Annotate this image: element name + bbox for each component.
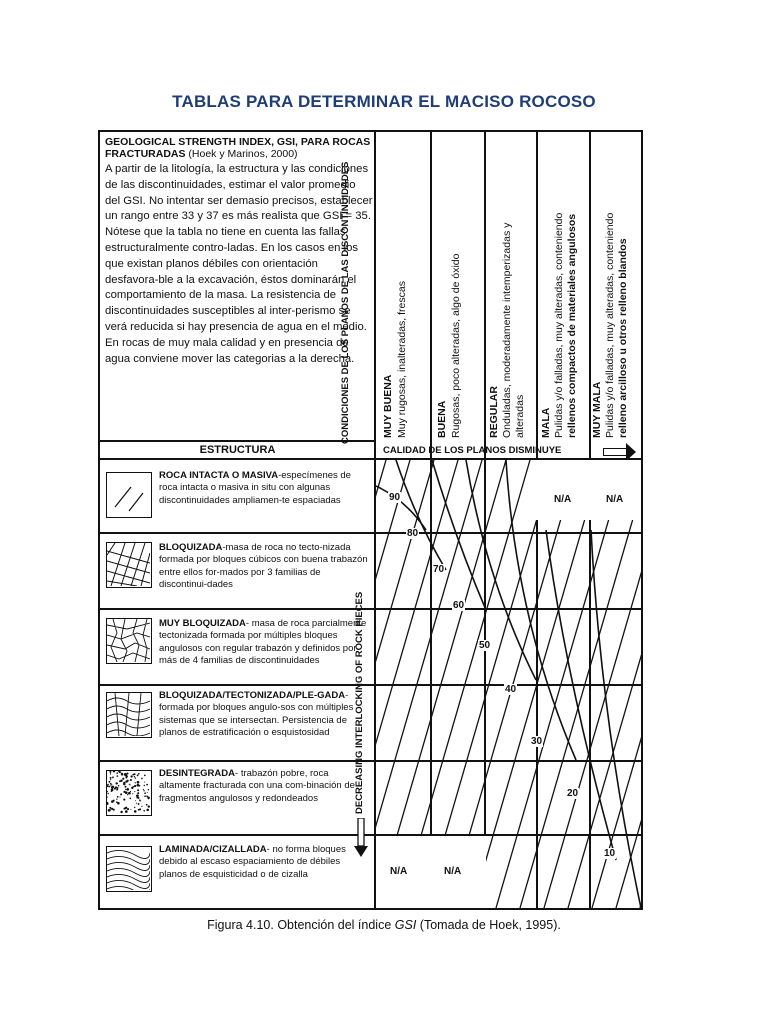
rock-fragment-dot xyxy=(134,791,135,792)
rock-fragment-dot xyxy=(112,776,114,778)
gsi-value-10: 10 xyxy=(604,848,616,859)
rock-fragment-dot xyxy=(129,798,131,800)
column-name: MALA xyxy=(540,407,552,438)
rock-fragment-dot xyxy=(138,773,140,775)
row-desc-laminada xyxy=(159,844,369,881)
row-text: -formada por bloques angulo-sos con múltiples sistemas que se intersectan. Persistencia de planos de estratificación o esquistosidad xyxy=(159,690,354,738)
row-text: -especímenes de roca intacta o masiva in situ con algunas discontinuidades ampliamen-te espaciadas xyxy=(159,470,351,506)
rock-fragment-dot xyxy=(125,780,127,782)
rock-fragment-dot xyxy=(116,789,118,791)
rock-fragment-dot xyxy=(111,800,114,803)
figure-caption xyxy=(0,918,768,932)
rock-fragment-dot xyxy=(148,805,150,807)
rock-fragment-dot xyxy=(143,790,144,791)
rock-fragment-dot xyxy=(110,777,112,779)
rock-fragment-dot xyxy=(134,785,136,787)
rock-fragment-dot xyxy=(132,793,133,794)
gsi-value-80: 80 xyxy=(407,528,419,539)
row-desc-roca-intacta xyxy=(159,470,369,507)
column-desc: alteradas xyxy=(514,394,526,438)
rock-fragment-dot xyxy=(147,792,148,793)
rock-fragment-dot xyxy=(116,772,118,774)
page-title: TABLAS PARA DETERMINAR EL MACISO ROCOSO xyxy=(172,92,596,111)
caption-suffix: (Tomada de Hoek, 1995). xyxy=(416,918,561,932)
column-header-regular xyxy=(488,132,536,438)
rock-fragment-dot xyxy=(144,775,146,777)
column-header-muy-mala xyxy=(593,132,641,438)
rock-fragment-dot xyxy=(126,807,127,808)
row-desc-desintegrada xyxy=(159,768,369,805)
rock-fragment-dot xyxy=(116,787,117,788)
row-name: DESINTEGRADA xyxy=(159,768,236,779)
rock-fragment-dot xyxy=(117,775,119,777)
rock-fragment-dot xyxy=(128,792,131,795)
na-label: N/A xyxy=(554,494,572,505)
rock-fragment-dot xyxy=(110,785,111,786)
row-name: MUY BLOQUIZADA xyxy=(159,618,246,629)
quality-label: CALIDAD DE LOS PLANOS DISMINUYE xyxy=(383,445,562,456)
column-desc: relleno arcilloso u otros relleno blandos xyxy=(617,238,629,438)
rock-fragment-dot xyxy=(123,808,125,810)
caption-prefix: Figura 4.10. Obtención del índice xyxy=(207,918,395,932)
row-text: - masa de roca parcialmente tectonizada formada por múltiples bloques angulosos con regular trabazón y definidos por más de 4 familias de discontinuidades xyxy=(159,618,367,666)
rock-fragment-dot xyxy=(120,772,121,773)
rock-fragment-dot xyxy=(119,780,121,782)
folded-rock-icon xyxy=(106,692,152,738)
hatch-line xyxy=(520,460,641,908)
rock-fragment-dot xyxy=(137,784,138,785)
rock-fragment-dot xyxy=(134,807,135,808)
estructura-label: ESTRUCTURA xyxy=(199,444,276,456)
intro-block xyxy=(105,136,373,367)
rock-fragment-dot xyxy=(120,793,122,795)
rock-fragment-dot xyxy=(130,809,131,810)
rock-fragment-dot xyxy=(111,784,112,785)
rock-fragment-dot xyxy=(135,800,136,801)
rock-fragment-dot xyxy=(137,774,139,776)
rock-fragment-dot xyxy=(135,777,136,778)
column-desc: Muy rugosas, inalteradas, frescas xyxy=(396,281,408,438)
rock-fragment-dot xyxy=(123,783,125,785)
rock-fragment-dot xyxy=(137,789,139,791)
rock-fragment-dot xyxy=(143,789,144,790)
rock-fragment-dot xyxy=(113,771,116,772)
rock-fragment-dot xyxy=(124,773,127,776)
rock-fragment-dot xyxy=(144,785,145,786)
row-desc-bloquizada xyxy=(159,542,369,591)
column-header-muy-buena xyxy=(380,132,428,438)
column-desc: Onduladas, moderadamente intemperizadas y xyxy=(501,222,513,438)
rock-fragment-dot xyxy=(141,806,142,807)
rock-fragment-dot xyxy=(134,776,135,777)
intro-heading-line1: GEOLOGICAL STRENGTH INDEX, GSI, PARA ROCAS xyxy=(105,136,371,148)
rock-fragment-dot xyxy=(127,794,128,795)
row-name: BLOQUIZADA xyxy=(159,542,223,553)
rock-fragment-dot xyxy=(146,804,148,806)
gsi-value-30: 30 xyxy=(531,736,543,747)
row-text: -masa de roca no tecto-nizada formada por bloques cúbicos con buena trabazón entre ellos for-mados por 3 familias de discontinui-dades xyxy=(159,542,368,590)
rock-fragment-dot xyxy=(112,786,115,789)
rock-fragment-dot xyxy=(148,798,149,799)
rock-fragment-dot xyxy=(107,793,109,795)
rock-fragment-dot xyxy=(108,786,110,788)
rock-fragment-dot xyxy=(132,774,134,776)
gsi-value-90: 90 xyxy=(389,492,401,503)
rock-fragment-dot xyxy=(139,799,140,800)
rock-fragment-dot xyxy=(134,810,137,813)
very-blocky-rock-icon xyxy=(106,618,152,664)
rock-fragment-dot xyxy=(111,790,113,792)
gsi-contour-line xyxy=(432,460,486,610)
gsi-value-50: 50 xyxy=(479,640,491,651)
row-text: - trabazón pobre, roca altamente fracturada con una com-binación de fragmentos angulosos y redondeados xyxy=(159,768,355,804)
rock-fragment-dot xyxy=(110,809,111,810)
na-zone xyxy=(536,460,641,520)
rock-fragment-dot xyxy=(107,796,108,797)
na-label: N/A xyxy=(390,866,408,877)
rock-fragment-dot xyxy=(136,803,137,804)
rock-fragment-dot xyxy=(108,781,110,783)
row-name: LAMINADA/CIZALLADA xyxy=(159,844,267,855)
rock-fragment-dot xyxy=(125,791,128,794)
column-header-mala xyxy=(540,132,588,438)
rock-fragment-dot xyxy=(116,801,118,803)
rock-fragment-dot xyxy=(127,808,129,810)
row-desc-muy-bloquizada xyxy=(159,618,369,667)
hatch-line xyxy=(616,460,641,908)
column-desc: Pulidas y/o falladas, muy alteradas, conteniendo xyxy=(604,212,616,438)
row-text: - no forma bloques debido al escaso espaciamiento de débiles planos de esquisticidad o de cizalla xyxy=(159,844,346,880)
rock-fragment-dot xyxy=(146,809,149,812)
rock-fragment-dot xyxy=(135,782,136,783)
gsi-contour-line xyxy=(396,460,446,570)
column-name: MUY BUENA xyxy=(382,374,394,438)
rock-fragment-dot xyxy=(127,789,129,791)
rock-fragment-dot xyxy=(137,781,140,784)
na-label: N/A xyxy=(606,494,624,505)
column-desc: rellenos compactos de materiales angulosos xyxy=(566,213,578,438)
decreasing-label: DECREASING INTERLOCKING OF ROCK PIECES xyxy=(354,591,365,814)
intact-rock-icon xyxy=(106,472,152,518)
gsi-value-40: 40 xyxy=(505,684,517,695)
column-desc: Pulidas y/o falladas, muy alteradas, conteniendo xyxy=(553,212,565,438)
rock-fragment-dot xyxy=(125,777,127,779)
rock-fragment-dot xyxy=(143,810,145,812)
rock-fragment-dot xyxy=(141,778,143,780)
rock-fragment-dot xyxy=(130,775,132,777)
rock-fragment-dot xyxy=(123,799,125,801)
rock-fragment-dot xyxy=(146,795,147,796)
gsi-value-70: 70 xyxy=(433,564,445,575)
rock-fragment-dot xyxy=(136,797,137,798)
rock-fragment-dot xyxy=(130,779,132,781)
grid-line xyxy=(100,440,374,442)
rock-fragment-dot xyxy=(119,796,120,797)
column-name: REGULAR xyxy=(488,386,500,438)
gsi-value-20: 20 xyxy=(567,788,579,799)
rock-fragment-dot xyxy=(122,778,124,780)
intro-heading-fracturadas: FRACTURADAS xyxy=(105,148,186,160)
column-name: MUY MALA xyxy=(591,381,603,438)
hatch-line xyxy=(640,460,641,908)
row-desc-tectonizada xyxy=(159,690,369,739)
rock-fragment-dot xyxy=(121,773,124,776)
rock-fragment-dot xyxy=(116,799,117,800)
na-label: N/A xyxy=(444,866,462,877)
conditions-label: CONDICIONES DE LOS PLANOS DE LAS DISCONTINUIDADES xyxy=(340,161,351,444)
rock-fragment-dot xyxy=(120,811,122,813)
rock-fragment-dot xyxy=(144,795,146,797)
rock-fragment-dot xyxy=(130,791,131,792)
rock-fragment-dot xyxy=(110,773,111,774)
intro-heading-line2 xyxy=(105,148,373,160)
rock-fragment-dot xyxy=(109,771,111,773)
rock-fragment-dot xyxy=(118,785,120,787)
rock-fragment-dot xyxy=(138,803,140,805)
rock-fragment-dot xyxy=(137,792,139,794)
laminated-rock-icon xyxy=(106,846,152,892)
disintegrated-rock-icon xyxy=(106,770,152,816)
rock-fragment-dot xyxy=(110,779,111,780)
rock-fragment-dot xyxy=(144,782,145,783)
column-name: BUENA xyxy=(436,400,448,438)
rock-fragment-dot xyxy=(117,796,119,798)
intro-body: A partir de la litología, la estructura y las condiciones de las discontinuidades, estimar el valor promedio del GSI. No intentar ser demasio precisos, establecer un rango entre 33 y 37 es más realista que GSI = 35. Nótese que la tabla no tiene en cuenta las fallas estructuralmente contro-ladas. En los casos en los que existan planos débiles con orientación desfavora-ble a la excavación, éstos dominarán el comportamiento de la masa. La resistencia de discontinuidades susceptibles al inter-perismo se verá reducida si hay presencia de agua en el medio. En rocas de muy mala calidad y en presencia de agua conviene mover las categorias a la derecha. xyxy=(105,163,373,365)
rock-fragment-dot xyxy=(113,809,115,811)
row-name: BLOQUIZADA/TECTONIZADA/PLE-GADA xyxy=(159,690,346,701)
rock-fragment-dot xyxy=(125,789,126,790)
hatch-line xyxy=(472,460,602,908)
rock-fragment-dot xyxy=(125,786,127,788)
rock-fragment-dot xyxy=(138,809,140,811)
rock-fragment-dot xyxy=(144,792,146,794)
rock-fragment-dot xyxy=(146,784,148,786)
column-desc: Rugosas, poco alteradas, algo de óxido xyxy=(450,253,462,438)
rock-fragment-dot xyxy=(129,784,130,785)
rock-fragment-dot xyxy=(127,773,129,775)
caption-italic: GSI xyxy=(394,918,417,932)
column-header-buena xyxy=(434,132,482,438)
rock-fragment-dot xyxy=(107,791,108,793)
gsi-contour-line xyxy=(466,460,536,680)
blocky-rock-icon xyxy=(106,542,152,588)
rock-fragment-dot xyxy=(136,794,139,797)
rock-fragment-dot xyxy=(107,803,109,805)
rock-fragment-dot xyxy=(125,810,128,813)
arrow-right-icon xyxy=(603,448,626,456)
row-name: ROCA INTACTA O MASIVA xyxy=(159,470,279,481)
gsi-figure xyxy=(98,130,643,910)
gsi-value-60: 60 xyxy=(453,600,465,611)
rock-fragment-dot xyxy=(148,789,149,790)
rock-fragment-dot xyxy=(115,782,117,784)
intro-heading-ref: (Hoek y Marinos, 2000) xyxy=(188,148,298,160)
